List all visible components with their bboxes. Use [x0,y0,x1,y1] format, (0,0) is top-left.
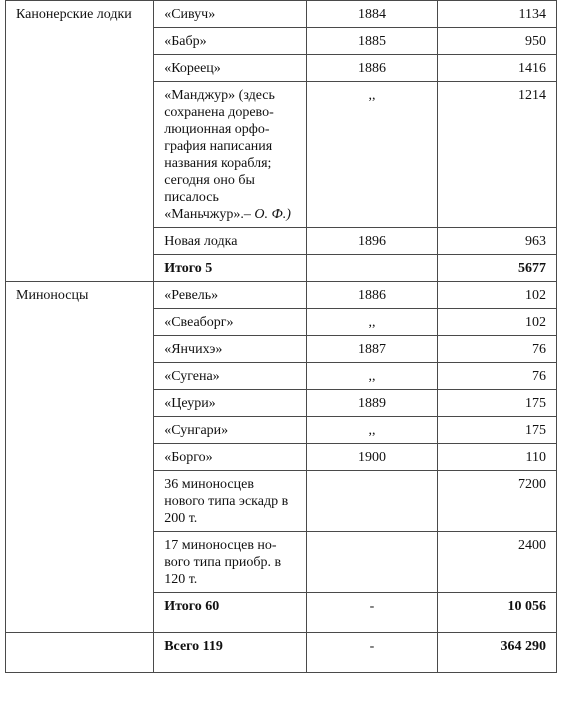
year-cell: 1886 [306,55,438,82]
vessel-name-cell: «Борго» [154,444,306,471]
year-cell [306,255,438,282]
editor-note-text: – О. Ф.) [243,207,291,222]
tonnage-cell: 1416 [438,55,557,82]
vessel-name-cell: «Сунгари» [154,417,306,444]
year-cell: 1885 [306,28,438,55]
subtotal-tonnage: 5677 [438,255,557,282]
year-cell: ,, [306,417,438,444]
year-cell [306,532,438,593]
table-row [6,282,557,309]
year-cell: ,, [306,309,438,336]
vessel-name-cell: «Цеури» [154,390,306,417]
vessel-name-text: «Манджур» (здесь сохранена доревo-люционная орфо-графия написания названия корабля; сегодня оно бы писалось «Маньчжур». [164,88,275,222]
vessel-type-cell [6,633,154,673]
grand-total-tonnage: 364 290 [438,633,557,673]
year-cell [306,471,438,532]
tonnage-cell: 76 [438,336,557,363]
vessel-name-cell: «Кореец» [154,55,306,82]
grand-total-label: Всего 119 [154,633,306,673]
vessel-name-cell: «Свеаборг» [154,309,306,336]
vessel-name-cell: 17 миноносцев но-вого типа приобр. в 120 т. [154,532,306,593]
subtotal-label: Итого 5 [154,255,306,282]
vessel-name-cell [154,82,306,228]
year-cell: ,, [306,82,438,228]
vessel-name-cell: «Янчихэ» [154,336,306,363]
fleet-table [5,0,557,673]
vessel-type-cell: Канонерские лодки [6,1,154,282]
vessel-name-cell: «Бабр» [154,28,306,55]
tonnage-cell: 175 [438,417,557,444]
vessel-name-cell: 36 миноносцев нового типа эскадр в 200 т. [154,471,306,532]
year-cell: 1900 [306,444,438,471]
vessel-name-cell: «Ревель» [154,282,306,309]
year-cell: - [306,593,438,633]
tonnage-cell: 102 [438,309,557,336]
table-row [6,1,557,28]
tonnage-cell: 2400 [438,532,557,593]
year-cell: ,, [306,363,438,390]
tonnage-cell: 175 [438,390,557,417]
tonnage-cell: 102 [438,282,557,309]
year-cell: 1889 [306,390,438,417]
subtotal-tonnage: 10 056 [438,593,557,633]
grand-total-row [6,633,557,673]
year-cell: 1886 [306,282,438,309]
vessel-name-cell: Новая лодка [154,228,306,255]
year-cell: - [306,633,438,673]
tonnage-cell: 963 [438,228,557,255]
tonnage-cell: 1214 [438,82,557,228]
tonnage-cell: 76 [438,363,557,390]
vessel-name-cell: «Сивуч» [154,1,306,28]
tonnage-cell: 950 [438,28,557,55]
vessel-type-cell: Миноносцы [6,282,154,633]
subtotal-label: Итого 60 [154,593,306,633]
year-cell: 1887 [306,336,438,363]
tonnage-cell: 1134 [438,1,557,28]
year-cell: 1896 [306,228,438,255]
year-cell: 1884 [306,1,438,28]
tonnage-cell: 110 [438,444,557,471]
tonnage-cell: 7200 [438,471,557,532]
vessel-name-cell: «Сугена» [154,363,306,390]
